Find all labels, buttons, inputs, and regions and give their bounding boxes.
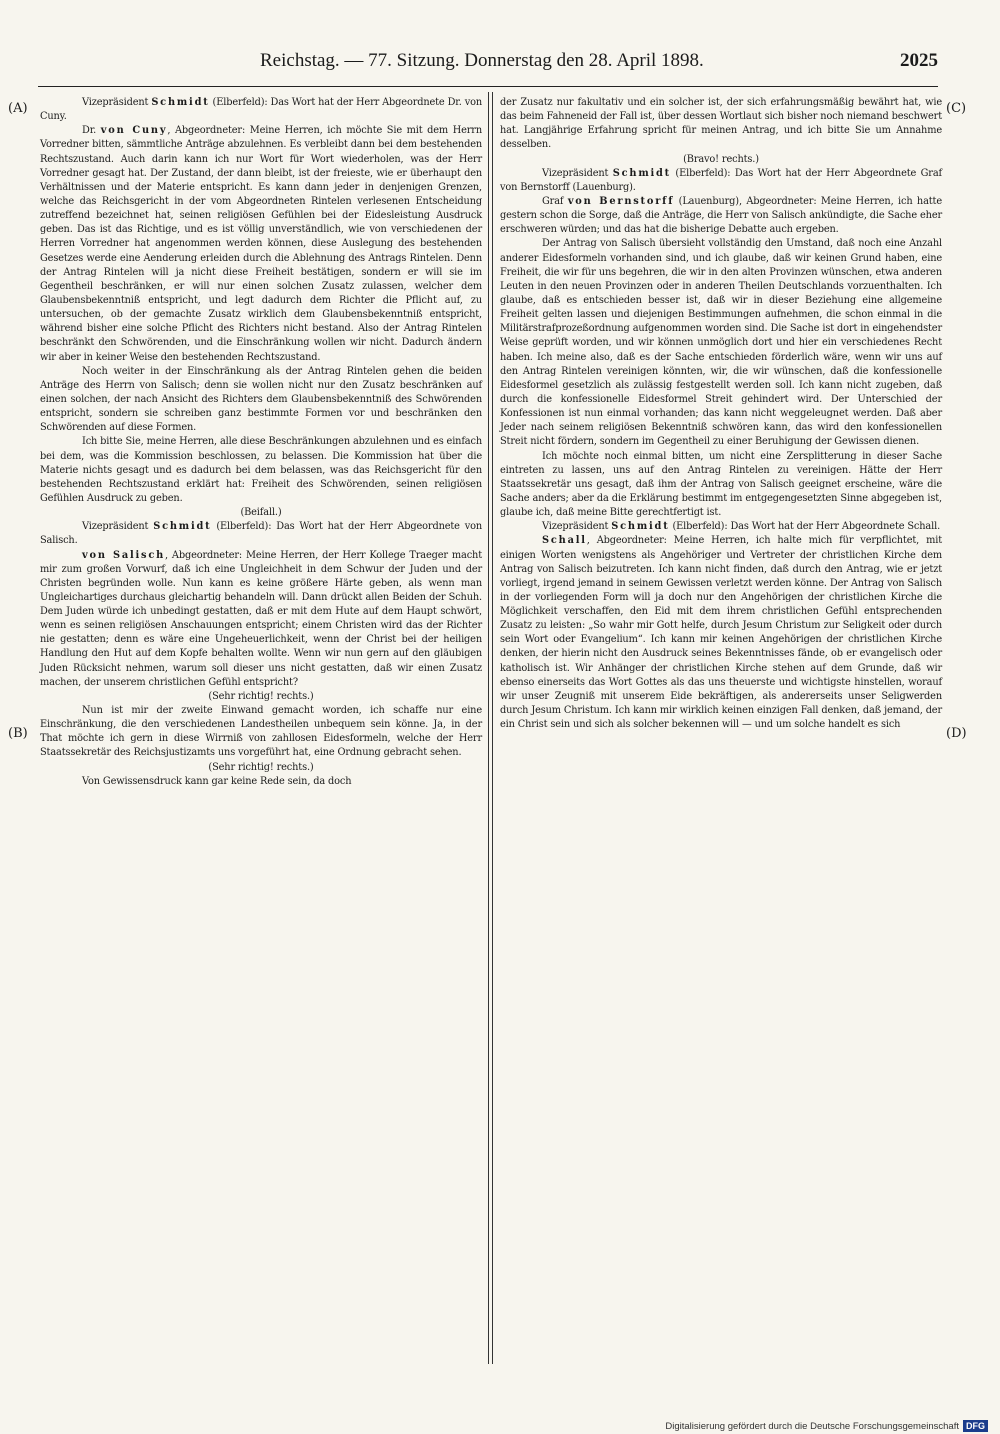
column-divider <box>488 92 489 1364</box>
paragraph-text: (Beifall.) <box>240 507 282 519</box>
header-rule <box>38 86 938 87</box>
paragraph <box>500 237 942 449</box>
margin-label-d: (D) <box>946 726 967 741</box>
speaker-title: Dr. <box>82 125 101 137</box>
paragraph <box>40 435 482 506</box>
paragraph-text: Von Gewissensdruck kann gar keine Rede sein, da doch <box>82 775 352 787</box>
speaker-name: von Bernstorff <box>567 195 675 207</box>
paragraph-text: (Lauenburg), Abgeordneter: Meine Herren, ich hatte gestern schon die Sorge, daß die Anträge, die Herr von Salisch ankündigte, die Sache eher erschweren würden; und das hat die bisherige Debatte auch ergeben. <box>500 195 942 236</box>
paragraph-text: (Elberfeld): Das Wort hat der Herr Abgeordnete Schall. <box>669 521 941 533</box>
paragraph <box>40 365 482 436</box>
left-column <box>40 96 482 1396</box>
paragraph <box>500 195 942 237</box>
paragraph-text: , Abgeordneter: Meine Herren, ich möchte Sie mit dem Herrn Vorredner bitten, sämmtliche Anträge abzulehnen. Es verbleibt dann bei dem bestehenden Rechtszustand. Auch darin kann ich nur Wort für Wort wiederholen, was der Herr Vorredner gesagt hat. Der Zustand, der dann bleibt, ist der freieste, wie er überhaupt den Verhältnissen und der Materie entspricht. Es kann dann jeder in denjenigen Grenzen, welche das Reichsgericht in der vom Abgeordneten Rintelen verlesenen Entscheidung zutreffend bezeichnet hat, seinen religiösen Gefühlen bei der Eidesleistung Ausdruck geben. Das ist das Richtige, und es ist völlig unverständlich, wie von verschiedenen der Herren Vorredner hat angenommen werden können, diese Auslegung des bestehenden Gesetzes werde eine Aenderung erleiden durch die Ablehnung des Antrags Rintelen. Denn der Antrag Rintelen will ja nicht diese Freiheit bestätigen, sondern er will sie im Gegentheil beschränken, er will nur einen solchen Zusatz zulassen, welcher dem Glaubensbekenntniß entspricht, und legt dadurch dem Richter die Pflicht auf, zu untersuchen, ob der gemachte Zusatz wirklich dem Glaubensbekenntniß entspricht, während bisher eine solche Pflicht des Richters nicht bestand. Also der Antrag Rintelen beschränkt den Schwörenden, und die Einschränkung wollen wir nicht. Dadurch ändern wir aber in keiner Weise den bestehenden Rechtszustand. <box>40 125 482 363</box>
speaker-name: Schmidt <box>153 521 212 533</box>
credit-text: Digitalisierung gefördert durch die Deutsche Forschungsgemeinschaft <box>665 1420 959 1432</box>
paragraph-text: (Sehr richtig! rechts.) <box>208 690 314 702</box>
speaker-title: Graf <box>542 195 568 207</box>
speaker-name: von Salisch <box>82 549 166 561</box>
margin-label-c: (C) <box>946 101 967 116</box>
speaker-title: Vizepräsident <box>542 521 612 533</box>
stage-direction <box>40 690 482 704</box>
paragraph-text: (Elberfeld): Das Wort hat der Herr Abgeordnete Dr. von Cuny. <box>40 97 482 123</box>
paragraph <box>500 450 942 521</box>
paragraph <box>500 520 942 534</box>
speaker-name: von Cuny <box>100 125 168 137</box>
running-header <box>38 50 938 80</box>
stage-direction <box>500 153 942 167</box>
margin-label-b: (B) <box>8 726 28 741</box>
speaker-name: Schmidt <box>611 521 670 533</box>
speaker-name: Schmidt <box>151 97 210 108</box>
paragraph-text: Nun ist mir der zweite Einwand gemacht worden, ich schaffe nur eine Einschränkung, die den verschiedenen Landestheilen unbequem sein könne. Ja, in der That möchte ich gern in diese Wirrniß von zahllosen Eidesformeln, welche der Herr Staatssekretär des Reichsjustizamts uns vorgeführt hat, eine Ordnung gebracht sehen. <box>40 705 482 759</box>
paragraph-text: , Abgeordneter: Meine Herren, ich halte mich für verpflichtet, mit einigen Worten wenigstens als Angehöriger und Vertreter der christlichen Kirche dem Antrag von Salisch beizutreten. Ich kann nicht finden, daß durch den Antrag, wie er jetzt vorliegt, irgend jemand in seinem Gewissen verletzt werden könne. Der Antrag von Salisch in der vorliegenden Form will ja doch nur den Angehörigen der christlichen Kirche die Möglichkeit verschaffen, den Eid mit dem ihrem christlichen Gefühl entsprechenden Zusatz zu leisten: „So wahr mir Gott helfe, durch Jesum Christum zur Seligkeit oder durch sein Wort oder Evangelium“. Ich kann mir keinen Angehörigen der christlichen Kirche denken, der hierin nicht den Ausdruck seines Bekenntnisses fände, ob er evangelisch oder katholisch ist. Wir Anhänger der christlichen Kirche stehen auf dem Grunde, daß wir ebenso einerseits das Wort Gottes als das uns theuerste und wichtigste hinstellen, worauf wir unser Zeugniß mit unserem Eide bekräftigen, als andererseits unser Seligwerden durch Jesum Christum. Ich kann mir wirklich keinen einzigen Fall denken, daß jemand, der ein Christ sein und sich als solcher bekennen will — und um solche handelt es sich <box>500 535 942 731</box>
paragraph <box>40 704 482 761</box>
paragraph-text: , Abgeordneter: Meine Herren, der Herr Kollege Traeger macht mir zum großen Vorwurf, daß ich eine Ungleichheit in dem Schwur der Juden und der Christen begründen wolle. Nun kann es keine größere Härte geben, als wenn man Ungleichartiges durchaus gleichartig behandeln will. Dann drückt allen Beiden der Schuh. Dem Juden würde ich unbedingt gestatten, daß er mit dem Hute auf dem Haupt schwört, wenn es seinen religiösen Anschauungen entspricht; einem Christen wird das der Richter nie gestatten; denn es wäre eine Ungeheuerlichkeit, wenn der Christ bei der heiligen Handlung den Hut auf dem Kopfe behalten wollte. Wenn wir nun gern auf den gläubigen Juden Rücksicht nehmen, warum soll dieser uns nicht gestatten, daß wir einen Zusatz machen, der unserem christlichen Gefühl entspricht? <box>40 549 482 688</box>
digitization-credit <box>665 1420 988 1432</box>
paragraph <box>40 549 482 690</box>
header-title: Reichstag. — 77. Sitzung. Donnerstag den 28. April 1898. <box>260 50 704 71</box>
paragraph-text: Ich möchte noch einmal bitten, um nicht eine Zersplitterung in dieser Sache eintreten zu lassen, uns auf den Antrag Rintelen zu vereinigen. Hätte der Herr Staatssekretär uns gesagt, daß ihm der Antrag von Salisch geeignet erscheine, wäre die Sache anders; aber da die Erklärung bestimmt im entgegengesetzten Sinne abgegeben ist, glaube ich, daß meine Bitte gerechtfertigt ist. <box>500 450 942 519</box>
paragraph-text: Der Antrag von Salisch übersieht vollständig den Umstand, daß noch eine Anzahl anderer Eidesformeln vorhanden sind, und ich glaube, daß wir keinen Grund haben, eine Freiheit, die wir für uns begehren, die wir in den alten Provinzen wünschen, etwa anderen Leuten in den neuen Provinzen oder in anderen Theilen Deutschlands vorzuenthalten. Ich glaube, daß es entschieden besser ist, daß wir in dieser Beziehung eine allgemeine Freiheit gelten lassen und diejenigen Bestimmungen aufnehmen, die schon einmal in die Militärstrafprozeßordnung aufgenommen worden sind. Die Sache ist dort in eingehendster Weise geprüft worden, und wir können unmöglich dort und hier ein verschiedenes Recht haben. Ich meine also, daß es der Sache entschieden förderlich wäre, wenn wir uns auf den Antrag Rintelen vereinigen könnten, wir, die wir wünschen, daß die konfessionelle Eidesformel gesetzlich als zulässig festgestellt werden soll. Ich kann nicht zugeben, daß durch die konfessionelle Eidesformel Streit gehindert wird. Der Unterschied der Konfessionen ist nun einmal vorhanden; das kann nicht weggeleugnet werden. Daß aber Jeder nach seinem religiösen Bekenntniß schwören kann, das wird den konfessionellen Streit nicht fördern, sondern im Gegentheil zu einer Beruhigung der Gewissen dienen. <box>500 238 942 448</box>
stage-direction <box>40 506 482 520</box>
paragraph-text: (Elberfeld): Das Wort hat der Herr Abgeordnete Graf von Bernstorff (Lauenburg). <box>500 167 942 193</box>
paragraph-text: Noch weiter in der Einschränkung als der Antrag Rintelen gehen die beiden Anträge des Herrn von Salisch; denn sie wollen nicht nur den Zusatz beschränken auf einen solchen, der nach Ansicht des Richters dem Glaubensbekenntniß des Schwörenden entspricht, sondern sie schreiben ganz bestimmte Formen vor und beschränken den Schwörenden auf diese Formen. <box>40 365 482 434</box>
paragraph <box>40 520 482 548</box>
paragraph-text: (Bravo! rechts.) <box>683 153 759 165</box>
paragraph <box>40 775 482 789</box>
speaker-title: Vizepräsident <box>542 167 613 179</box>
paragraph <box>500 167 942 195</box>
page-number: 2025 <box>900 50 938 71</box>
paragraph <box>500 96 942 153</box>
speaker-title: Vizepräsident <box>82 521 154 533</box>
column-divider-second <box>492 92 493 1364</box>
paragraph-text: (Sehr richtig! rechts.) <box>208 761 314 773</box>
paragraph-text: der Zusatz nur fakultativ und ein solcher ist, der sich erfahrungsmäßig bewährt hat, wie das beim Fahneneid der Fall ist, über dessen Wortlaut sich bisher noch niemand beschwert hat. Langjährige Erfahrung spricht für meinen Antrag, und ich bitte Sie um Annahme desselben. <box>500 97 942 151</box>
dfg-logo: DFG <box>963 1420 988 1432</box>
stage-direction <box>40 761 482 775</box>
paragraph-text: (Elberfeld): Das Wort hat der Herr Abgeordnete von Salisch. <box>40 521 482 547</box>
margin-label-a: (A) <box>8 101 28 116</box>
paragraph <box>40 124 482 364</box>
paragraph-text: Ich bitte Sie, meine Herren, alle diese Beschränkungen abzulehnen und es einfach bei dem, was die Kommission beschlossen, zu belassen. Die Kommission hat über die Materie nichts gesagt und es dadurch bei dem belassen, was das Reichsgericht für den bestehenden Rechtszustand erklärt hat: Freiheit des Schwörenden, seinen religiösen Gefühlen Ausdruck zu geben. <box>40 436 482 504</box>
speaker-name: Schall <box>542 535 587 547</box>
paragraph <box>40 96 482 124</box>
paragraph <box>500 534 942 732</box>
speaker-title: Vizepräsident <box>82 97 152 108</box>
right-column <box>500 96 942 1396</box>
speaker-name: Schmidt <box>612 167 671 179</box>
